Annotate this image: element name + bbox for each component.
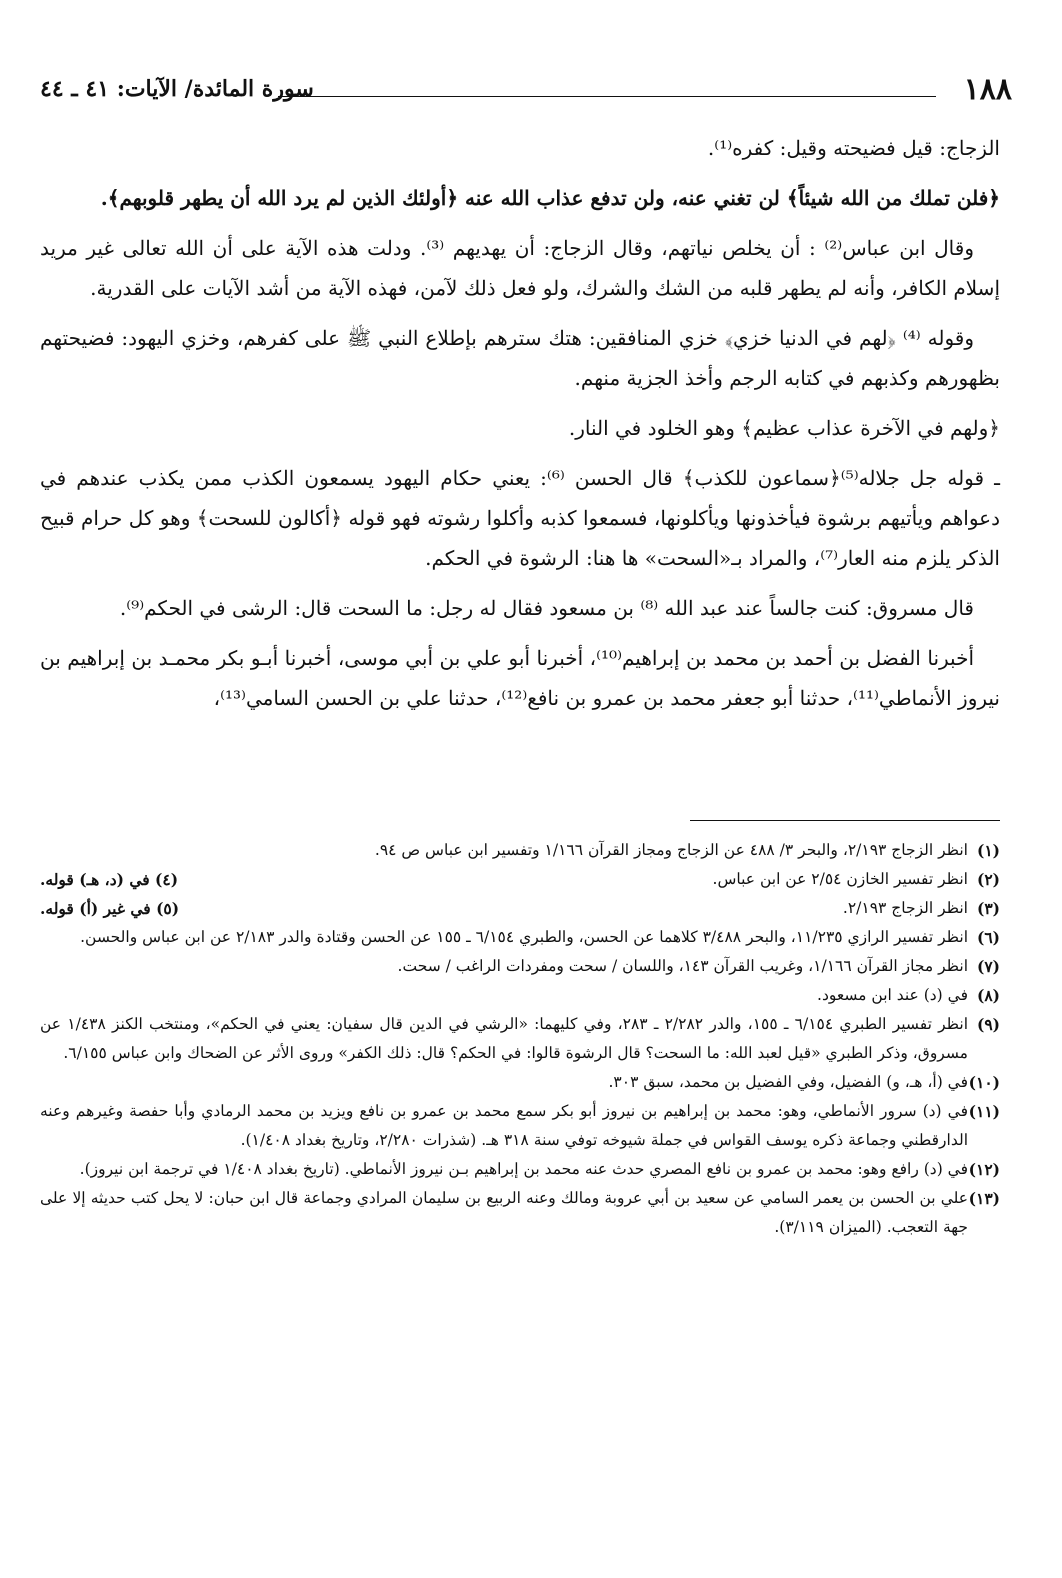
footnote-number: (٩) <box>976 1015 1000 1034</box>
paragraph: ﴿فلن تملك من الله شيئاً﴾ لن تغني عنه، ولن تدفع عذاب الله عنه ﴿أولئك الذين لم يرد الله أن يطهر قلوبهم﴾. <box>100 186 1000 210</box>
footnote-text: في (د) رافع وهو: محمد بن عمرو بن نافع المصري حدث عنه محمد بن إبراهيم بـن نيروز الأنماطي. (تاريخ بغداد ١/٤٠٨ في ترجمة ابن نيروز). <box>79 1160 968 1178</box>
footnote-text: انظر تفسير الطبري ٦/١٥٤ ـ ١٥٥، والدر ٢/٢٨٢ ـ ٢٨٣، وفي كليهما: «الرشي في الدين قال سفيان: يعني في الحكم»، ومنتخب الكنز ١/٤٣٨ عن مسروق، وذكر الطبري «قيل لعبد الله: ما السحت؟ قال الرشوة قالوا: في الحكم؟ قال: ذلك الكفر» وروى الأثر عن الضحاك وابن عباس ٦/١٥٥. <box>40 1015 968 1062</box>
footnote <box>40 1155 1000 1184</box>
footnote-text: انظر تفسير الخازن ٢/٥٤ عن ابن عباس. <box>712 870 968 888</box>
footnote-number: (٢) <box>976 870 1000 889</box>
footnote-number: (٨) <box>976 986 1000 1005</box>
footnote <box>40 981 1000 1010</box>
paragraph: الزجاج: قيل فضيحته وقيل: كفره⁽¹⁾. <box>707 136 1000 160</box>
footnote-separator <box>690 820 1000 821</box>
footnote-number: (١٠) <box>968 1073 1000 1092</box>
footnote <box>40 923 1000 952</box>
footnote-number: (١٣) <box>968 1189 1000 1208</box>
footnote <box>40 1097 1000 1155</box>
paragraph: وقال ابن عباس⁽²⁾ : أن يخلص نياتهم، وقال الزجاج: أن يهديهم ⁽³⁾. ودلت هذه الآية على أن الله تعالى غير مريد إسلام الكافر، وأنه لم يطهر قلبه من الشك والشرك، ولو فعل ذلك لآمن، فهذه الآية من أشد الآيات على القدرية. <box>40 236 1000 300</box>
footnote-text: انظر تفسير الرازي ١١/٢٣٥، والبحر ٣/٤٨٨ كلاهما عن الحسن، والطبري ٦/١٥٤ ـ ١٥٥ عن الحسن وقتادة والدر ٢/١٨٣ عن ابن عباس والحسن. <box>80 928 968 946</box>
paragraph: ﴿ولهم في الآخرة عذاب عظيم﴾ وهو الخلود في النار. <box>568 416 1000 440</box>
footnote-number: (١) <box>976 841 1000 860</box>
footnote <box>40 894 1000 923</box>
footnote <box>40 865 1000 894</box>
footnote-text: في (أ، هـ، و) الفضيل، وفي الفضيل بن محمد، سبق ٣٠٣. <box>608 1073 968 1091</box>
footnote-number: (٣) <box>976 899 1000 918</box>
page-number: ١٨٨ <box>963 72 1012 107</box>
footnote <box>40 836 1000 865</box>
footnotes <box>40 836 1000 1242</box>
header-rule <box>278 96 936 97</box>
footnote-text: انظر الزجاج ٢/١٩٣، والبحر ٣/ ٤٨٨ عن الزجاج ومجاز القرآن ١/١٦٦ وتفسير ابن عباس ص ٩٤. <box>374 841 968 859</box>
footnote-number: (٦) <box>976 928 1000 947</box>
paragraph: وقوله ⁽⁴⁾ ﴿لهم في الدنيا خزي﴾ خزي المنافقين: هتك سترهم بإطلاع النبي ﷺ على كفرهم، وخزي اليهود: فضيحتهم بظهورهم وكذبهم في كتابه الرجم وأخذ الجزية منهم. <box>40 326 1000 390</box>
page-header <box>40 62 1022 107</box>
footnote <box>40 1184 1000 1242</box>
footnote-text: في (د) سرور الأنماطي، وهو: محمد بن إبراهيم بن نيروز أبو بكر سمع محمد بن عمرو بن نافع ويزيد بن محمد الرمادي وأبا حفصة وغيرهم وعنه الدارقطني وجماعة ذكره يوسف القواس في جملة شيوخه توفي سنة ٣١٨ هـ. (شذرات ٢/٢٨٠، وتاريخ بغداد ١/٤٠٨). <box>40 1102 968 1149</box>
paragraph: أخبرنا الفضل بن أحمد بن محمد بن إبراهيم⁽¹⁰⁾، أخبرنا أبو علي بن أبي موسى، أخبرنا أبـو بكر محمـد بن إبراهيم بن نيروز الأنماطي⁽¹¹⁾، حدثنا أبو جعفر محمد بن عمرو بن نافع⁽¹²⁾، حدثنا علي بن الحسن السامي⁽¹³⁾، <box>40 646 1000 710</box>
footnote-text: انظر مجاز القرآن ١/١٦٦، وغريب القرآن ١٤٣، واللسان / سحت ومفردات الراغب / سحت. <box>397 957 968 975</box>
footnote-text: علي بن الحسن بن يعمر السامي عن سعيد بن أبي عروبة ومالك وعنه الربيع بن سليمان المرادي وجماعة قال ابن حبان: لا يحل كتب حديثه إلا على جهة التعجب. (الميزان ٣/١١٩). <box>40 1189 968 1236</box>
footnote <box>40 1068 1000 1097</box>
footnote-number: (٧) <box>976 957 1000 976</box>
footnote-text: في (د) عند ابن مسعود. <box>817 986 968 1004</box>
footnote-side-note: (٤) في (د، هـ) قوله. <box>40 870 179 889</box>
footnote-text: انظر الزجاج ٢/١٩٣. <box>842 899 968 917</box>
paragraph: قال مسروق: كنت جالساً عند عبد الله ⁽⁸⁾ بن مسعود فقال له رجل: ما السحت قال: الرشى في الحكم⁽⁹⁾. <box>119 596 974 620</box>
running-title: سورة المائدة/ الآيات: ٤١ ـ ٤٤ <box>40 76 314 102</box>
footnote-number: (١٢) <box>968 1160 1000 1179</box>
footnote <box>40 952 1000 981</box>
footnote-number: (١١) <box>968 1102 1000 1121</box>
footnote <box>40 1010 1000 1068</box>
main-text <box>40 128 1000 728</box>
footnote-side-note: (٥) في غير (أ) قوله. <box>40 899 180 918</box>
paragraph: ـ قوله جل جلاله⁽⁵⁾﴿سماعون للكذب﴾ قال الحسن ⁽⁶⁾: يعني حكام اليهود يسمعون الكذب ممن يكذب عندهم في دعواهم ويأتيهم برشوة فيأخذونها ويأكلونها، فسمعوا كذبه وأكلوا رشوته فهو قوله ﴿أكالون للسحت﴾ وهو كل حرام قبيح الذكر يلزم منه العار⁽⁷⁾، والمراد بـ«السحت» ها هنا: الرشوة في الحكم. <box>40 466 1000 570</box>
